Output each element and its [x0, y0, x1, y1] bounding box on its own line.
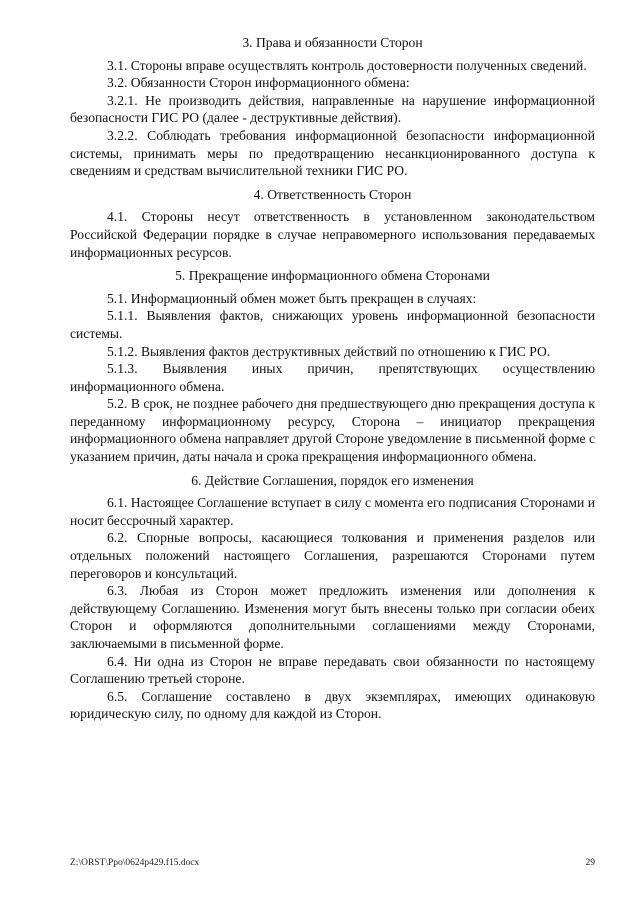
- paragraph: 3.1. Стороны вправе осуществлять контроль достоверности полученных сведений.: [107, 57, 587, 73]
- paragraph: 6.2. Спорные вопросы, касающиеся толкования и применения разделов или отдельных положений настоящего Соглашения, разрешаются Сторонами путем переговоров и консультаций.: [70, 530, 595, 581]
- paragraph: 6.5. Соглашение составлено в двух экземплярах, имеющих одинаковую юридическую силу, по одному для каждой из Сторон.: [70, 688, 595, 722]
- section-heading: 6. Действие Соглашения, порядок его изменения: [191, 472, 474, 488]
- document-body: [70, 34, 595, 723]
- paragraph: 6.4. Ни одна из Сторон не вправе передавать свои обязанности по настоящему Соглашению третьей стороне.: [70, 653, 595, 687]
- section-heading: 4. Ответственность Сторон: [253, 186, 412, 202]
- page-number: 29: [585, 858, 595, 868]
- paragraph: 6.3. Любая из Сторон может предложить изменения или дополнения к действующему Соглашению. Изменения могут быть внесены только при согласии обеих Сторон и оформляются дополнительными соглашениями между Сторонами, заключаемыми в письменной форме.: [70, 583, 595, 651]
- paragraph: 3.2. Обязанности Сторон информационного обмена:: [107, 75, 410, 91]
- paragraph: 5.1.2. Выявления фактов деструктивных действий по отношению к ГИС РО.: [107, 343, 551, 359]
- paragraph: 3.2.2. Соблюдать требования информационной безопасности информационной системы, принимать меры по предотвращению несанкционированного доступа к сведениям и средствам вычислительной техники ГИС РО.: [70, 127, 595, 179]
- paragraph: 4.1. Стороны несут ответственность в установленном законодательством Российской Федерации порядке в случае неправомерного использования передаваемых информационных ресурсов.: [70, 209, 595, 260]
- paragraph: 5.1. Информационный обмен может быть прекращен в случаях:: [107, 290, 477, 306]
- paragraph: 5.2. В срок, не позднее рабочего дня предшествующего дню прекращения доступа к переданному информационному ресурсу, Сторона – инициатор прекращения информационного обмена направляет другой Стороне уведомление в письменной форме с указанием причин, даты начала и срока прекращения информационного обмена.: [70, 396, 595, 465]
- section-responsibility: [70, 186, 595, 261]
- section-agreement-validity: [70, 472, 595, 723]
- paragraph: 6.1. Настоящее Соглашение вступает в силу с момента его подписания Сторонами и носит бессрочный характер.: [70, 495, 595, 528]
- paragraph: 5.1.1. Выявления фактов, снижающих уровень информационной безопасности системы.: [70, 308, 595, 341]
- paragraph: 5.1.3. Выявления иных причин, препятствующих осуществлению информационного обмена.: [70, 361, 595, 394]
- footer-file-path: Z:\ORST\Ppo\0624p429.f15.docx: [70, 858, 200, 868]
- section-termination: [70, 267, 595, 466]
- section-heading: 3. Права и обязанности Сторон: [242, 35, 423, 50]
- paragraph: 3.2.1. Не производить действия, направленные на нарушение информационной безопасности ГИС РО (далее - деструктивные действия).: [70, 92, 595, 126]
- section-rights-duties: [70, 34, 595, 180]
- section-heading: 5. Прекращение информационного обмена Сторонами: [175, 268, 490, 284]
